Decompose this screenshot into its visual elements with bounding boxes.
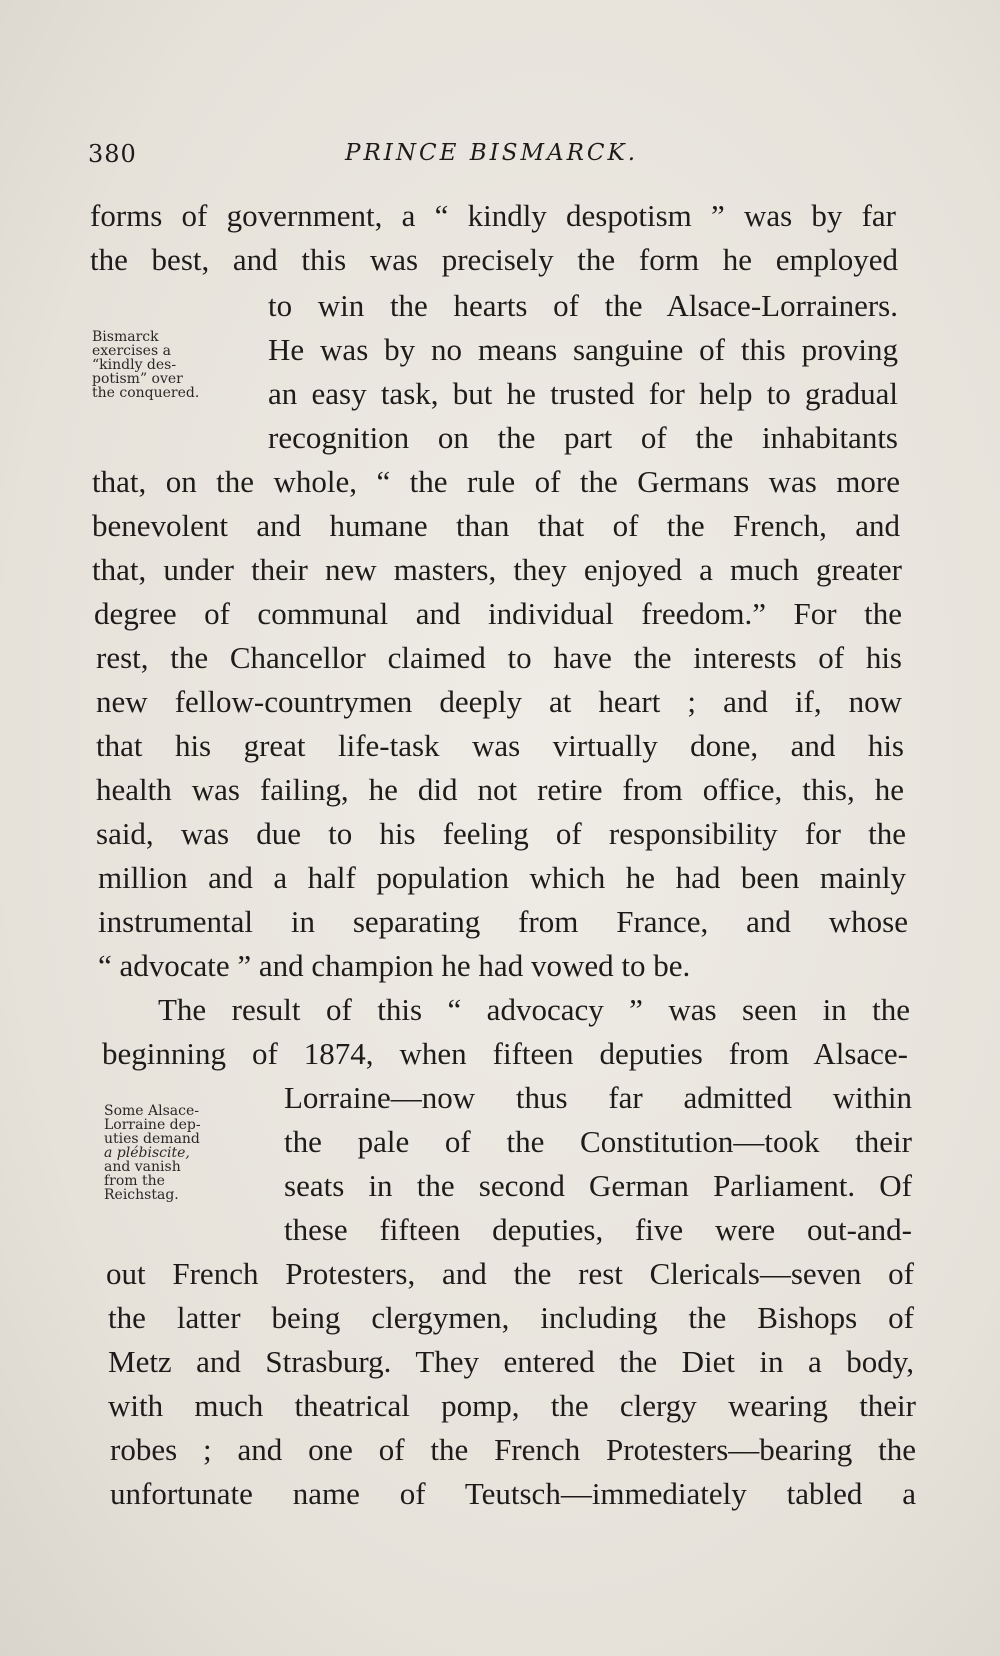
body-line: the latter being clergymen, including the Bishops of xyxy=(108,1300,914,1335)
body-line: that, under their new masters, they enjoyed a much greater xyxy=(92,552,902,587)
body-line: beginning of 1874, when fifteen deputies from Alsace- xyxy=(102,1036,908,1071)
body-line: the best, and this was precisely the form he employed xyxy=(90,242,898,277)
body-line: “ advocate ” and champion he had vowed to be. xyxy=(98,948,691,983)
body-line: forms of government, a “ kindly despotism ” was by far xyxy=(90,198,896,233)
body-line: that his great life-task was virtually done, and his xyxy=(96,728,904,763)
body-line: instrumental in separating from France, and whose xyxy=(98,904,908,939)
body-line: Metz and Strasburg. They entered the Diet in a body, xyxy=(108,1344,914,1379)
body-line: degree of communal and individual freedom.” For the xyxy=(94,596,902,631)
margin-note-line: Reichstag. xyxy=(104,1187,179,1203)
margin-note-line: from the xyxy=(104,1173,165,1189)
body-line: said, was due to his feeling of responsibility for the xyxy=(96,816,906,851)
margin-note-line: the conquered. xyxy=(92,385,200,401)
body-line: rest, the Chancellor claimed to have the interests of his xyxy=(96,640,902,675)
body-line: robes ; and one of the French Protesters—bearing the xyxy=(110,1432,916,1467)
margin-note-line: potism” over xyxy=(92,371,183,387)
body-line: Lorraine—now thus far admitted within xyxy=(284,1080,912,1115)
margin-note-line: uties demand xyxy=(104,1131,200,1147)
body-line: recognition on the part of the inhabitants xyxy=(268,420,898,455)
margin-note xyxy=(104,1104,201,1202)
body-line: the pale of the Constitution—took their xyxy=(284,1124,912,1159)
margin-note-line: Some Alsace- xyxy=(104,1103,200,1119)
body-line: new fellow-countrymen deeply at heart ; and if, now xyxy=(96,684,902,719)
body-line: million and a half population which he had been mainly xyxy=(98,860,906,895)
running-title: PRINCE BISMARCK. xyxy=(345,140,639,166)
body-line: an easy task, but he trusted for help to gradual xyxy=(268,376,898,411)
page-number: 380 xyxy=(88,140,137,168)
margin-note-line: Lorraine dep- xyxy=(104,1117,201,1133)
body-line: with much theatrical pomp, the clergy wearing their xyxy=(108,1388,916,1423)
margin-note-line: a plébiscite, xyxy=(104,1145,190,1161)
body-line: He was by no means sanguine of this proving xyxy=(268,332,898,367)
body-line: that, on the whole, “ the rule of the Germans was more xyxy=(92,464,900,499)
margin-note-line: and vanish xyxy=(104,1159,181,1175)
body-line: health was failing, he did not retire from office, this, he xyxy=(96,772,904,807)
margin-note-line: Bismarck xyxy=(92,329,159,345)
body-line: The result of this “ advocacy ” was seen in the xyxy=(158,992,910,1027)
margin-note-line: exercises a xyxy=(92,343,171,359)
body-line: these fifteen deputies, five were out-and- xyxy=(284,1212,912,1247)
page-header xyxy=(0,140,1000,180)
margin-note-line: “kindly des- xyxy=(92,357,177,373)
body-line: benevolent and humane than that of the French, and xyxy=(92,508,900,543)
body-line: seats in the second German Parliament. Of xyxy=(284,1168,912,1203)
body-line: out French Protesters, and the rest Clericals—seven of xyxy=(106,1256,914,1291)
body-line: to win the hearts of the Alsace-Lorrainers. xyxy=(268,288,898,323)
body-line: unfortunate name of Teutsch—immediately tabled a xyxy=(110,1476,916,1511)
margin-note xyxy=(92,330,199,400)
